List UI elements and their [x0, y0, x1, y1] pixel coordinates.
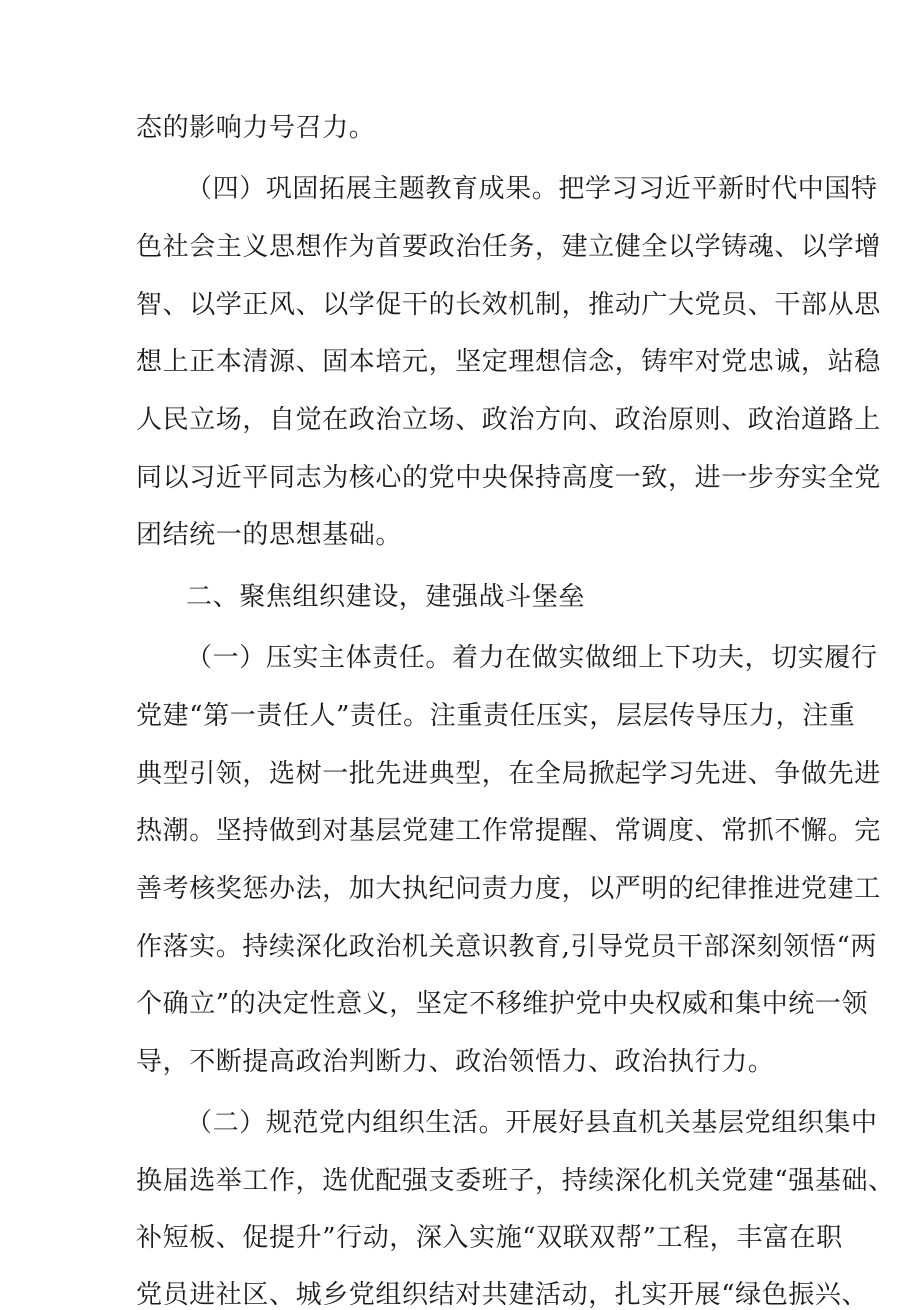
paragraph-line: 党员进社区、城乡党组织结对共建活动，扎实开展“绿色振兴、 — [136, 1280, 869, 1310]
paragraph-line: 补短板、促提升”行动，深入实施“双联双帮”工程，丰富在职 — [136, 1223, 843, 1253]
paragraph-line: 善考核奖惩办法，加大执纪问责力度，以严明的纪律推进党建工 — [136, 874, 881, 904]
paragraph-line: 团结统一的思想基础。 — [136, 520, 403, 550]
paragraph-line: 个确立”的决定性意义，坚定不移维护党中央权威和集中统一领 — [136, 989, 869, 1019]
paragraph-line: （一）压实主体责任。着力在做实做细上下功夫，切实履行 — [186, 643, 878, 673]
paragraph-line: 典型引领，选树一批先进典型，在全局掀起学习先进、争做先进 — [136, 759, 881, 789]
paragraph-line: 色社会主义思想作为首要政治任务，建立健全以学铸魂、以学增 — [136, 232, 881, 262]
paragraph-line: 态的影响力号召力。 — [136, 113, 376, 143]
paragraph-line: 换届选举工作，选优配强支委班子，持续深化机关党建“强基础、 — [136, 1166, 895, 1196]
paragraph-line: 想上正本清源、固本培元，坚定理想信念，铸牢对党忠诚，站稳 — [136, 347, 881, 377]
paragraph-line: 人民立场，自觉在政治立场、政治方向、政治原则、政治道路上 — [136, 405, 881, 435]
paragraph-line: 党建“第一责任人”责任。注重责任压实，层层传导压力，注重 — [136, 701, 856, 731]
paragraph-line: 同以习近平同志为核心的党中央保持高度一致，进一步夯实全党 — [136, 463, 881, 493]
paragraph-line: （四）巩固拓展主题教育成果。把学习习近平新时代中国特 — [186, 174, 878, 204]
paragraph-line: 智、以学正风、以学促干的长效机制，推动广大党员、干部从思 — [136, 290, 881, 320]
paragraph-line: 热潮。坚持做到对基层党建工作常提醒、常调度、常抓不懈。完 — [136, 816, 881, 846]
paragraph-line: （二）规范党内组织生活。开展好县直机关基层党组织集中 — [186, 1108, 878, 1138]
paragraph-line: 导，不断提高政治判断力、政治领悟力、政治执行力。 — [136, 1047, 775, 1077]
paragraph-line: 作落实。持续深化政治机关意识教育,引导党员干部深刻领悟“两 — [136, 932, 877, 962]
section-heading: 二、聚焦组织建设，建强战斗堡垒 — [186, 582, 586, 612]
